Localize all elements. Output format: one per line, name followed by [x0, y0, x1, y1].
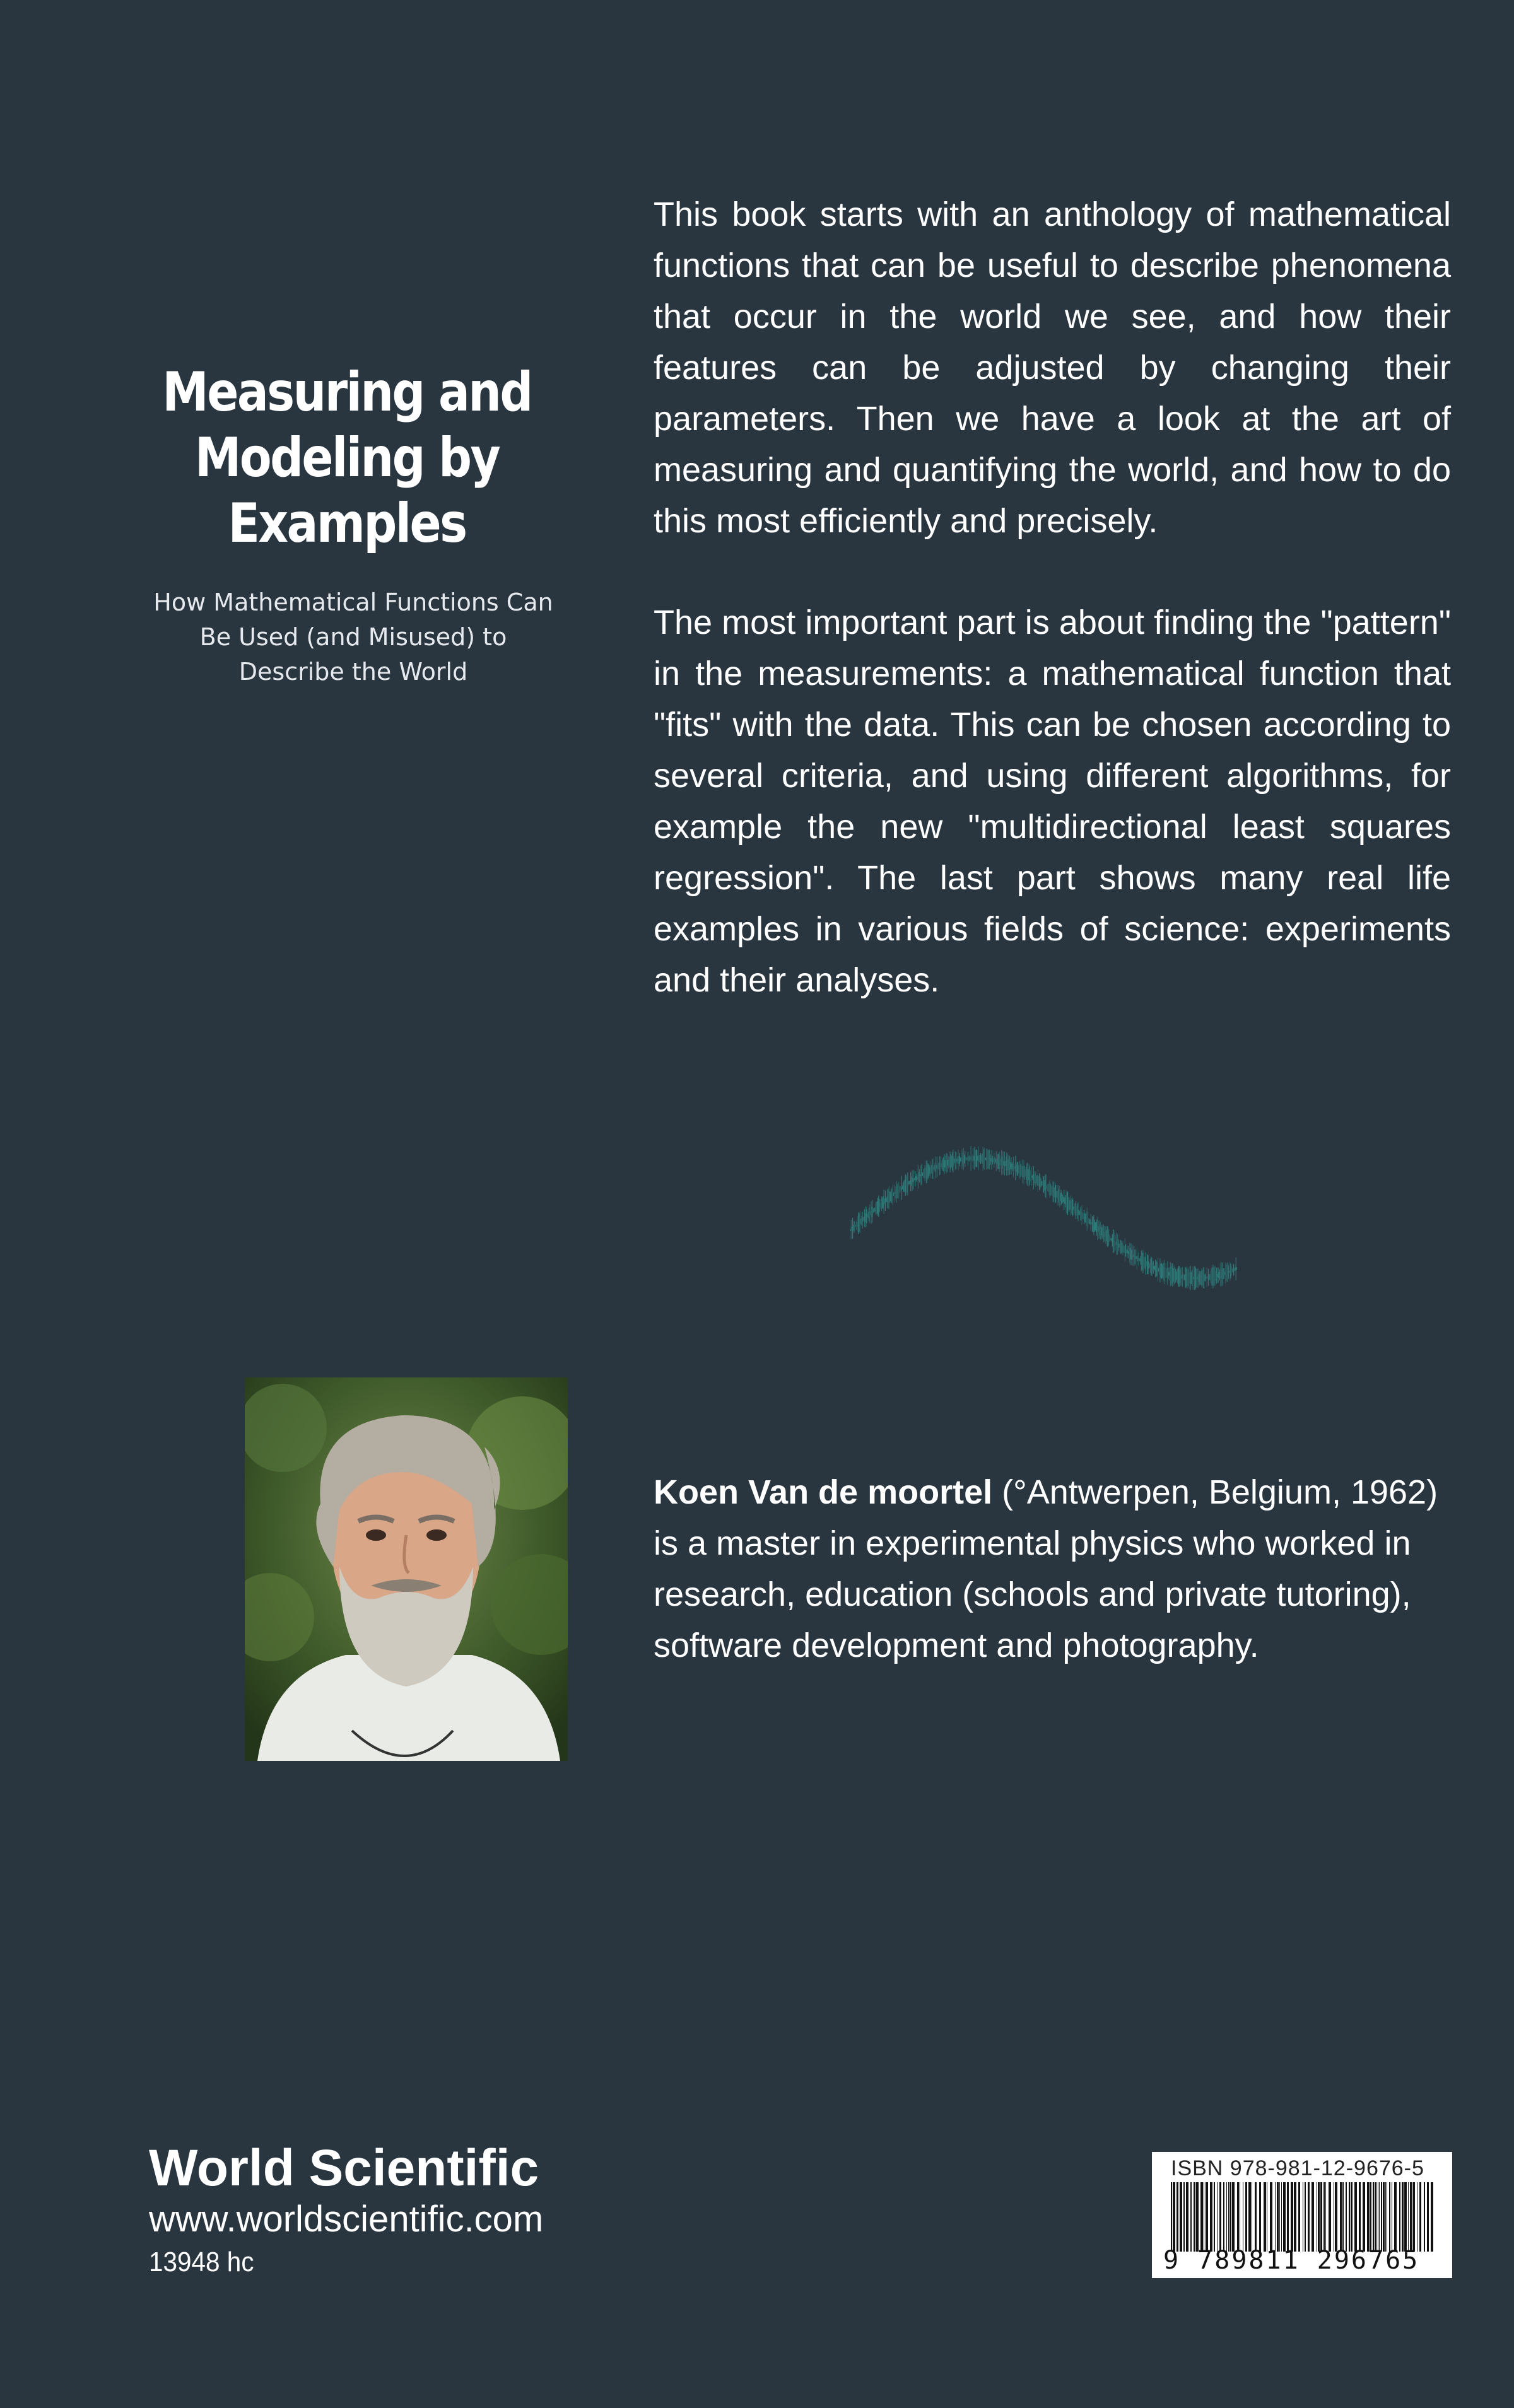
barcode-bar	[1217, 2182, 1218, 2252]
isbn-digits: 9 789811 296765	[1163, 2246, 1420, 2275]
barcode-bar	[1206, 2182, 1208, 2252]
barcode-bar	[1200, 2182, 1203, 2252]
isbn-barcode	[1152, 2152, 1452, 2278]
barcode-bar	[1399, 2182, 1400, 2252]
barcode-bar	[1259, 2182, 1261, 2252]
barcode-bar	[1342, 2182, 1344, 2252]
author-bio	[654, 1467, 1451, 1671]
barcode-bar	[1394, 2182, 1397, 2252]
barcode-bar	[1230, 2182, 1231, 2252]
barcode-bar	[1367, 2182, 1370, 2252]
barcode-bar	[1173, 2182, 1175, 2252]
barcode-bar	[1335, 2182, 1337, 2252]
blurb-paragraph: The most important part is about finding the "pattern" in the measurements: a mathematical function that "fits" with the data. This can be chosen according to several criteria, and using different algorithms, for example the new "multidirectional least squares regression". The last part shows many real life examples in various fields of science: experiments and their analyses.	[654, 604, 1451, 999]
barcode-bar	[1320, 2182, 1322, 2252]
barcode-bar	[1183, 2182, 1185, 2252]
barcode-bar	[1379, 2182, 1380, 2252]
barcode-bar	[1413, 2182, 1415, 2252]
barcode-bar	[1389, 2182, 1390, 2252]
barcode-bar	[1376, 2182, 1377, 2252]
barcode-bar	[1370, 2182, 1371, 2252]
barcode-bar	[1381, 2182, 1382, 2252]
barcode-bar	[1232, 2182, 1235, 2252]
author-photo	[245, 1377, 568, 1761]
barcode-bar	[1349, 2182, 1350, 2252]
barcode-bar	[1228, 2182, 1229, 2252]
barcode-bar	[1298, 2182, 1300, 2252]
barcode-bar	[1427, 2182, 1429, 2252]
blurb-paragraph: This book starts with an anthology of mathematical functions that can be useful to describe phenomena that occur in the world we see, and how their features can be adjusted by changing their parameters. Then we have a look at the art of measuring and quantifying the world, and how to do this most efficiently and precisely.	[654, 196, 1451, 540]
barcode-bar	[1351, 2182, 1353, 2252]
back-cover-blurb	[654, 189, 1451, 1056]
barcode-bar	[1196, 2182, 1199, 2252]
barcode-bar	[1312, 2182, 1314, 2252]
author-bio-text: (°Antwerpen, Belgium, 1962) is a master in experimental physics who worked in research, education (schools and private tutoring), software development and photography.	[654, 1473, 1438, 1664]
barcode-bar	[1359, 2182, 1361, 2252]
publisher-name: World Scientific	[149, 2139, 539, 2197]
publisher-website[interactable]: www.worldscientific.com	[149, 2199, 544, 2240]
barcode-bar	[1190, 2182, 1192, 2252]
barcode-bar	[1419, 2182, 1421, 2252]
book-subtitle: How Mathematical Functions Can Be Used (and Misused) to Describe the World	[153, 588, 553, 686]
barcode-bar	[1383, 2182, 1385, 2252]
barcode-bar	[1275, 2182, 1276, 2252]
barcode-bar	[1248, 2182, 1251, 2252]
barcode-bar	[1194, 2182, 1195, 2252]
barcode-bar	[1279, 2182, 1280, 2252]
barcode-bar	[1264, 2182, 1266, 2252]
barcode-bar	[1245, 2182, 1247, 2252]
barcode-bar	[1277, 2182, 1279, 2252]
noisy-sine-wave-illustration	[845, 1110, 1243, 1312]
barcode-bar	[1214, 2182, 1215, 2252]
barcode-bar	[1408, 2182, 1409, 2252]
barcode-bar	[1186, 2182, 1188, 2252]
barcode-bar	[1375, 2182, 1376, 2252]
barcode-bar	[1424, 2182, 1425, 2252]
barcode-bar	[1270, 2182, 1272, 2252]
barcode-icon	[1171, 2182, 1436, 2252]
barcode-bar	[1363, 2182, 1365, 2252]
barcode-bar	[1346, 2182, 1347, 2252]
barcode-bar	[1410, 2182, 1412, 2252]
barcode-bar	[1404, 2182, 1407, 2252]
barcode-bar	[1325, 2182, 1326, 2252]
barcode-bar	[1287, 2182, 1289, 2252]
barcode-bar	[1171, 2182, 1172, 2252]
barcode-bar	[1323, 2182, 1325, 2252]
barcode-bar	[1354, 2182, 1357, 2252]
barcode-bar	[1308, 2182, 1310, 2252]
barcode-bar	[1219, 2182, 1221, 2252]
barcode-bar	[1283, 2182, 1286, 2252]
book-title: Measuring and Modeling by Examples	[162, 361, 532, 555]
barcode-bar	[1329, 2182, 1331, 2252]
barcode-bar	[1318, 2182, 1320, 2252]
barcode-bar	[1226, 2182, 1227, 2252]
barcode-bar	[1255, 2182, 1257, 2252]
barcode-bar	[1237, 2182, 1239, 2252]
barcode-bar	[1340, 2182, 1342, 2252]
barcode-bar	[1223, 2182, 1224, 2252]
barcode-bar	[1305, 2182, 1306, 2252]
product-code: 13948 hc	[149, 2247, 254, 2277]
barcode-bar	[1402, 2182, 1404, 2252]
barcode-bar	[1281, 2182, 1282, 2252]
barcode-bar	[1294, 2182, 1296, 2252]
barcode-bar	[1177, 2182, 1178, 2252]
barcode-bar	[1373, 2182, 1374, 2252]
barcode-bar	[1180, 2182, 1182, 2252]
barcode-bar	[1210, 2182, 1212, 2252]
author-name: Koen Van de moortel	[654, 1473, 993, 1511]
isbn-label: ISBN 978-981-12-9676-5	[1171, 2156, 1424, 2180]
barcode-bar	[1431, 2182, 1433, 2252]
barcode-bar	[1385, 2182, 1386, 2252]
barcode-bar	[1291, 2182, 1293, 2252]
